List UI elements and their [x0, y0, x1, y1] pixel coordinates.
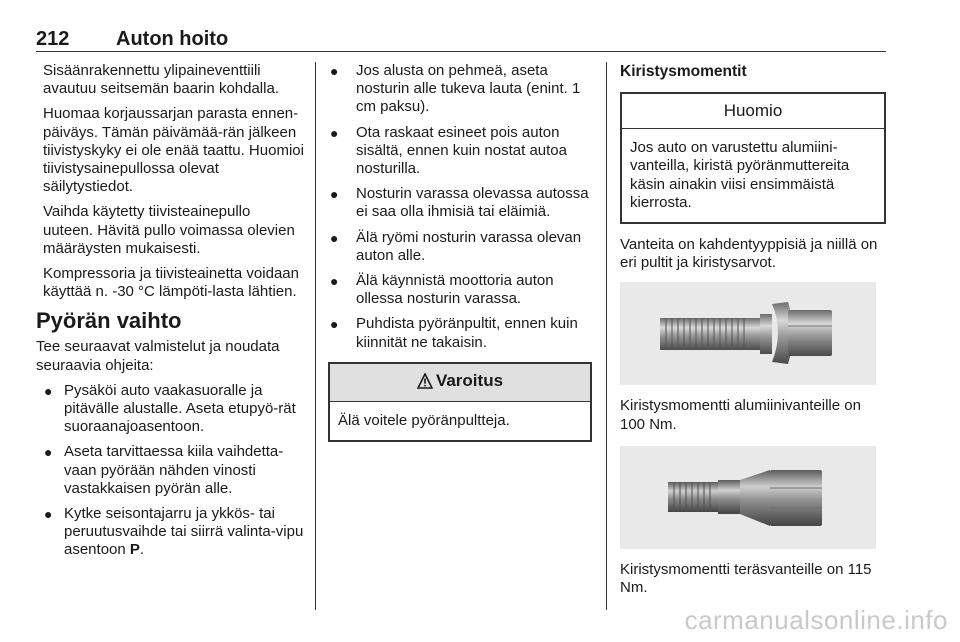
- alloy-bolt-icon: [620, 282, 876, 385]
- bullet-list: [36, 382, 304, 560]
- list-item: [328, 315, 592, 351]
- bullet-icon: ●: [330, 124, 339, 141]
- warning-triangle-icon: [417, 373, 433, 393]
- list-item: [328, 272, 592, 308]
- list-item-text: Aseta tarvittaessa kiila vaihdetta-vaan pyörään nähden vinosti vastakkaisen pyörän alle.: [64, 443, 284, 497]
- bullet-icon: ●: [330, 229, 339, 246]
- bullet-list: [328, 62, 592, 352]
- column-1: [36, 62, 304, 567]
- paragraph: Sisäänrakennettu ylipaineventtiili avautuu seitsemän baarin kohdalla.: [43, 62, 279, 98]
- bullet-icon: ●: [44, 382, 53, 399]
- header-rule: [36, 51, 886, 52]
- bullet-icon: ●: [44, 444, 53, 461]
- list-item: [36, 443, 304, 498]
- list-item-text: Nosturin varassa olevassa autossa ei saa olla ihmisiä tai eläimiä.: [356, 185, 589, 221]
- list-item-text: Jos alusta on pehmeä, aseta nosturin alle tukeva lauta (enint. 1 cm paksu).: [356, 62, 581, 116]
- list-item: [328, 124, 592, 179]
- column-divider: [606, 62, 607, 610]
- alloy-wheel-bolt-image: [620, 282, 876, 385]
- list-item-text: Pysäköi auto vaakasuoralle ja pitävälle alustalle. Aseta etupyö-rät suoraanajoasentoon.: [64, 381, 296, 436]
- column-2: [328, 62, 592, 450]
- section-heading: Kiristysmomentit: [620, 63, 747, 80]
- note-box: [620, 92, 886, 224]
- note-text: Jos auto on varustettu alumiini-vanteilla, kiristä pyöränmuttereita käsin ainakin viisi ensimmäistä kierrosta.: [630, 139, 850, 211]
- bullet-icon: ●: [44, 506, 53, 523]
- intro-paragraphs: [36, 62, 304, 301]
- paragraph: Huomaa korjaussarjan parasta ennen-päiväys. Tämän päivämää-rän jälkeen tiivistyskyky ei ole enää taattu. Huomioi tiivistysainepullossa olevat säilytystiedot.: [43, 105, 304, 196]
- paragraph: Kompressoria ja tiivisteainetta voidaan käyttää n. -30 °C lämpöti-lasta lähtien.: [43, 265, 299, 301]
- watermark: carmanualsonline.info: [684, 605, 948, 635]
- paragraph: Vanteita on kahdentyyppisiä ja niillä on eri pultit ja kiristysarvot.: [620, 236, 878, 272]
- warning-box: [328, 362, 592, 442]
- steel-wheel-bolt-image: [620, 446, 876, 549]
- caption: Kiristysmomentti teräsvanteille on 115 Nm.: [620, 560, 872, 597]
- warning-text: Älä voitele pyöränpultteja.: [338, 412, 510, 430]
- bullet-icon: ●: [330, 316, 339, 333]
- column-divider: [315, 62, 316, 610]
- page-number: 212: [36, 28, 70, 50]
- list-item-text: Älä käynnistä moottoria auton ollessa nosturin varassa.: [356, 272, 554, 308]
- warning-header: [330, 364, 590, 402]
- section-heading: Pyörän vaihto: [36, 308, 182, 334]
- list-item-text: Puhdista pyöränpultit, ennen kuin kiinnität ne takaisin.: [356, 315, 578, 351]
- section-intro: Tee seuraavat valmistelut ja noudata seuraavia ohjeita:: [36, 338, 280, 374]
- bullet-icon: ●: [330, 63, 339, 79]
- note-header: Huomio: [622, 94, 884, 129]
- paragraph: Vaihda käytetty tiivisteainepullo uuteen. Hävitä pullo voimassa olevien määräysten mukaisesti.: [43, 203, 295, 257]
- caption: Kiristysmomentti alumiinivanteille on 100 Nm.: [620, 397, 861, 433]
- list-item-text: Älä ryömi nosturin varassa olevan auton alle.: [356, 228, 582, 264]
- list-item-text: Kytke seisontajarru ja ykkös- tai peruutusvaihde tai siirrä valinta-vipu asentoon: [64, 505, 304, 559]
- list-item: [328, 185, 592, 221]
- list-item: [328, 229, 592, 265]
- bullet-icon: ●: [330, 186, 339, 203]
- page-title: Auton hoito: [116, 28, 229, 50]
- column-3: [620, 62, 886, 604]
- list-item-text: Ota raskaat esineet pois auton sisältä, ennen kuin nostat autoa nosturilla.: [356, 123, 567, 178]
- steel-bolt-icon: [620, 446, 876, 549]
- bullet-icon: ●: [330, 273, 339, 290]
- page-header: [36, 28, 886, 50]
- list-item: [328, 62, 592, 117]
- list-item: [36, 505, 304, 560]
- list-item-end: .: [139, 541, 145, 559]
- list-item: [36, 382, 304, 437]
- warning-title: Varoitus: [435, 370, 504, 390]
- gear-position: P: [129, 541, 140, 559]
